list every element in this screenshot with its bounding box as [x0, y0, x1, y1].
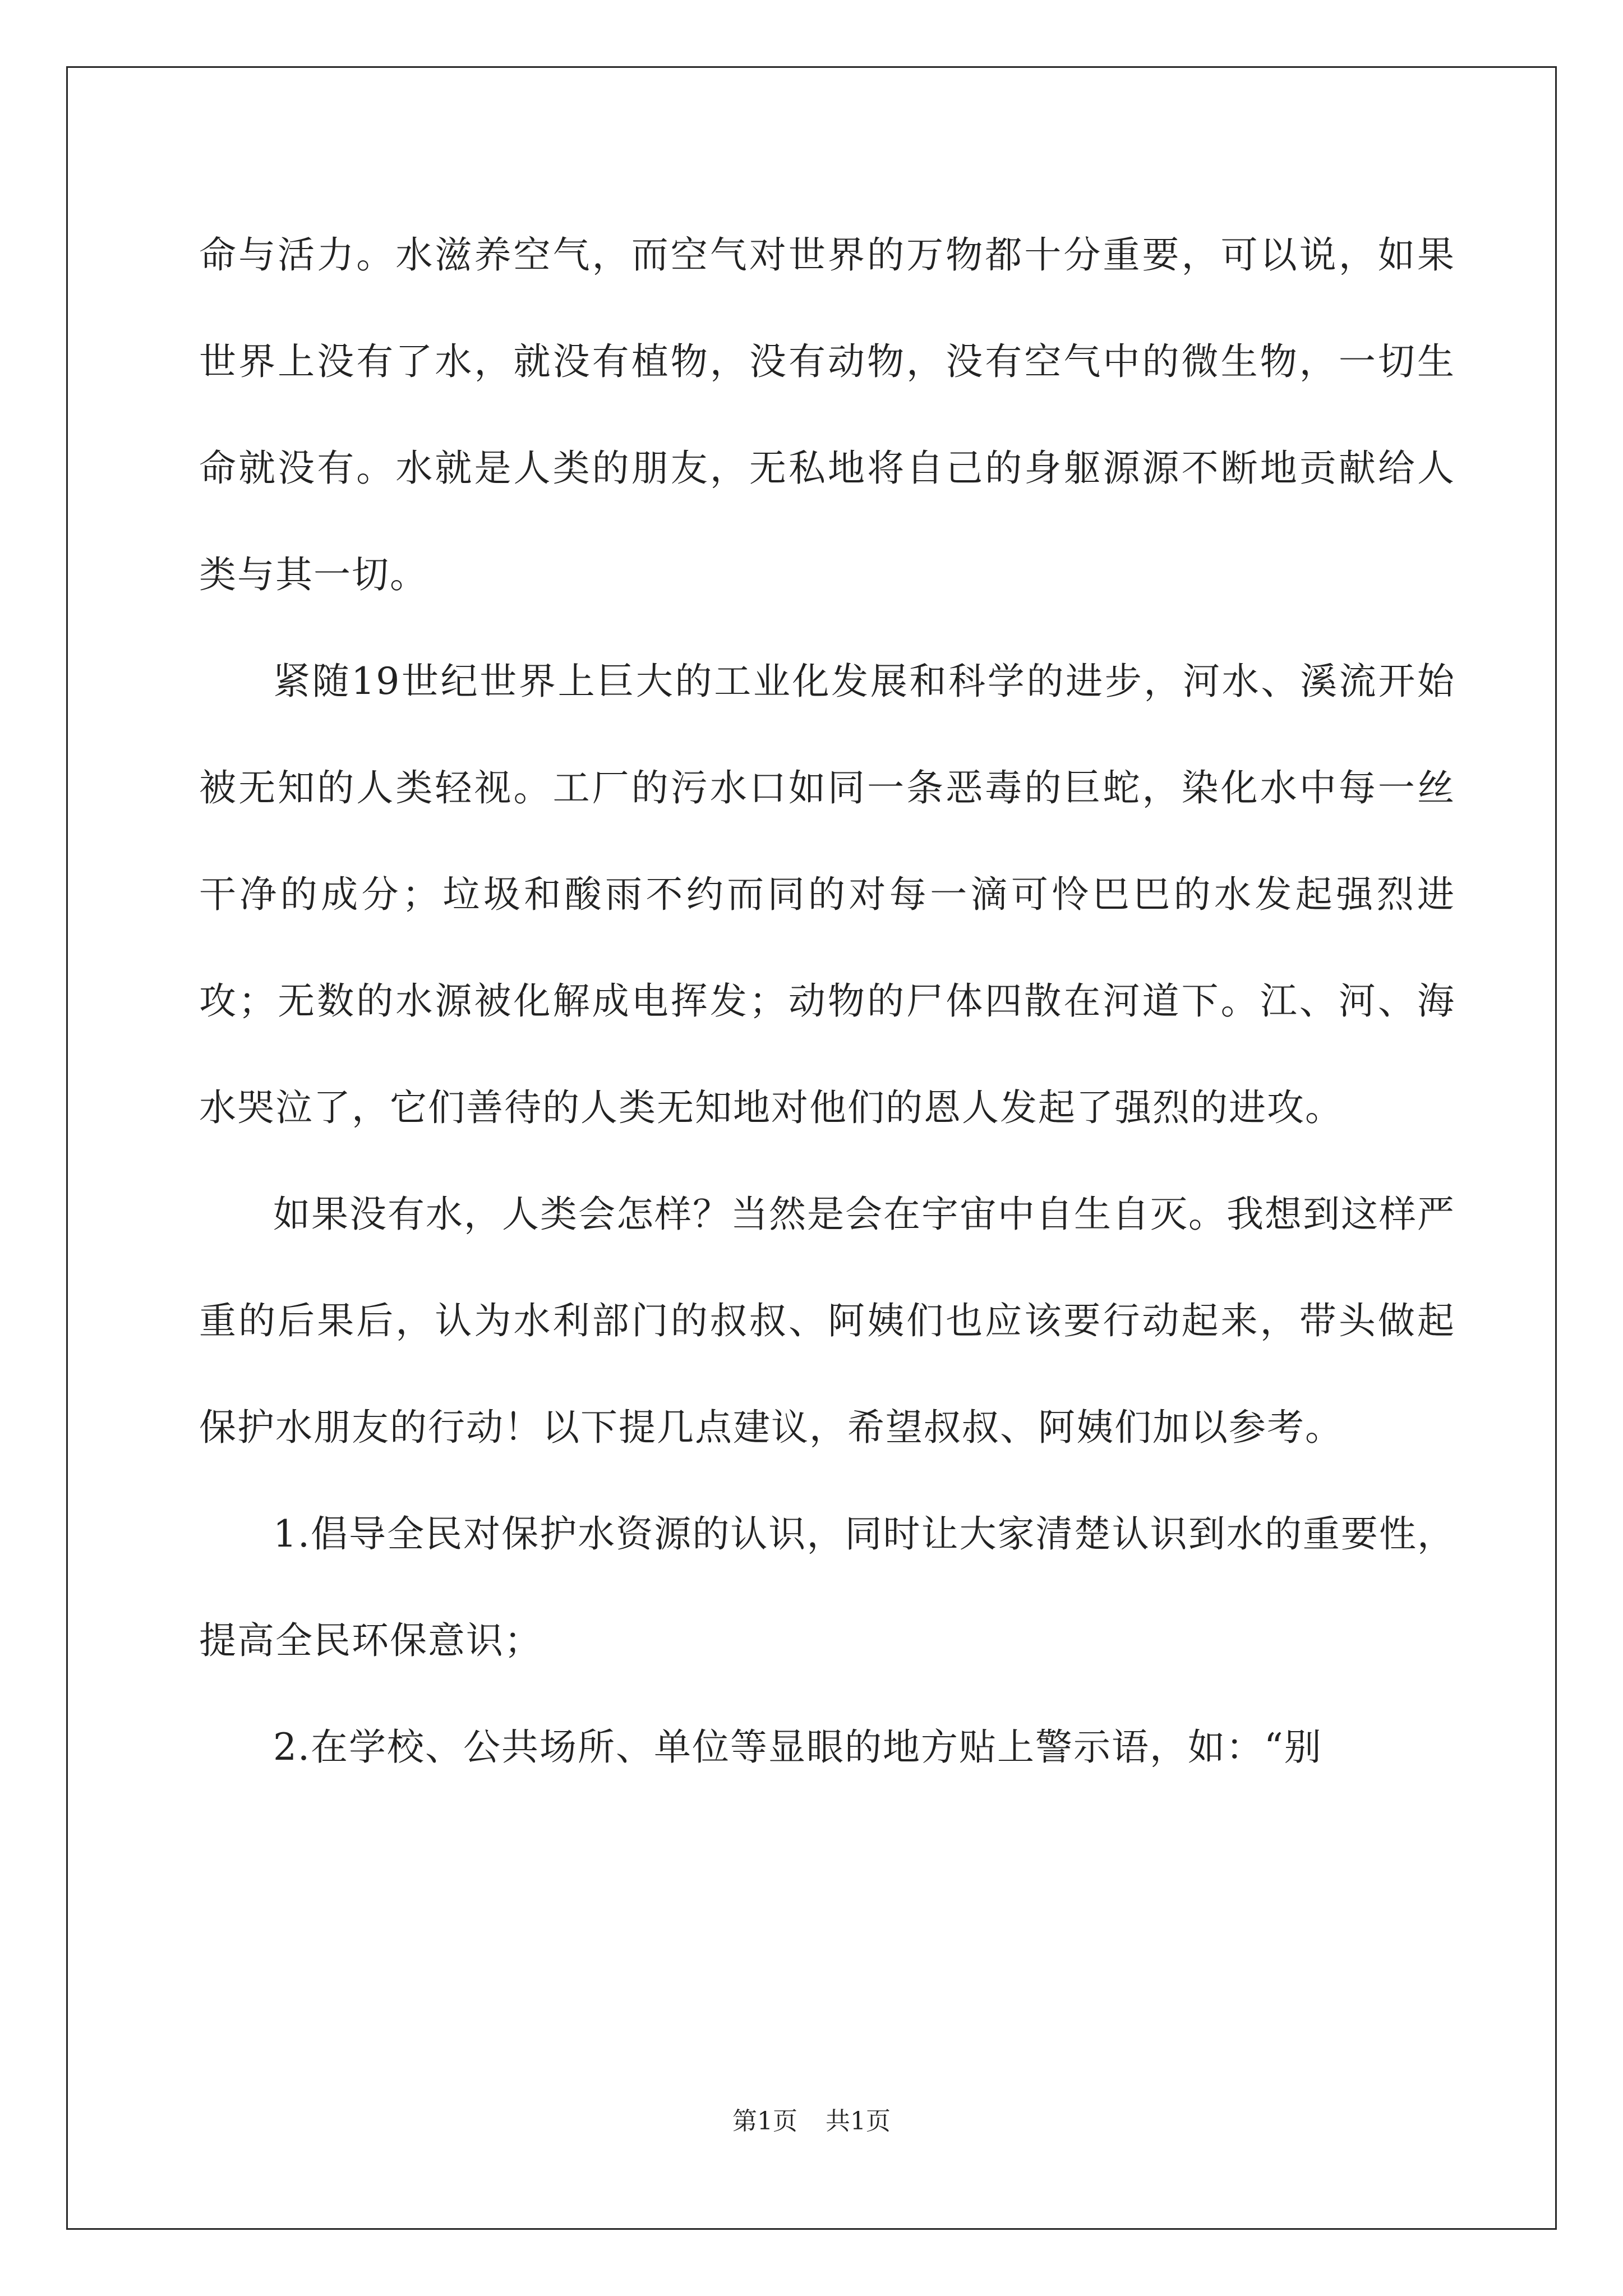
document-body — [199, 202, 1455, 1801]
page-footer — [0, 2101, 1623, 2137]
paragraph-2: 紧随19世纪世界上巨大的工业化发展和科学的进步，河水、溪流开始被无知的人类轻视。工厂的污水口如同一条恶毒的巨蛇，染化水中每一丝干净的成分；垃圾和酸雨不约而同的对每一滴可怜巴巴的水发起强烈进攻；无数的水源被化解成电挥发；动物的尸体四散在河道下。江、河、海水哭泣了，它们善待的人类无知地对他们的恩人发起了强烈的进攻。 — [199, 660, 1455, 1129]
page-number-current: 第1页 — [732, 2107, 797, 2136]
paragraph-3: 如果没有水，人类会怎样？当然是会在宇宙中自生自灭。我想到这样严重的后果后，认为水利部门的叔叔、阿姨们也应该要行动起来，带头做起保护水朋友的行动！以下提几点建议，希望叔叔、阿姨们加以参考。 — [199, 1193, 1455, 1449]
paragraph-5-list-item-2: 2.在学校、公共场所、单位等显眼的地方贴上警示语，如：“别 — [273, 1726, 1322, 1769]
paragraph-4-list-item-1: 1.倡导全民对保护水资源的认识，同时让大家清楚认识到水的重要性，提高全民环保意识； — [199, 1512, 1455, 1662]
page-number-total: 共1页 — [826, 2107, 891, 2136]
paragraph-1: 命与活力。水滋养空气，而空气对世界的万物都十分重要，可以说，如果世界上没有了水，就没有植物，没有动物，没有空气中的微生物，一切生命就没有。水就是人类的朋友，无私地将自己的身躯源源不断地贡献给人类与其一切。 — [199, 233, 1455, 596]
